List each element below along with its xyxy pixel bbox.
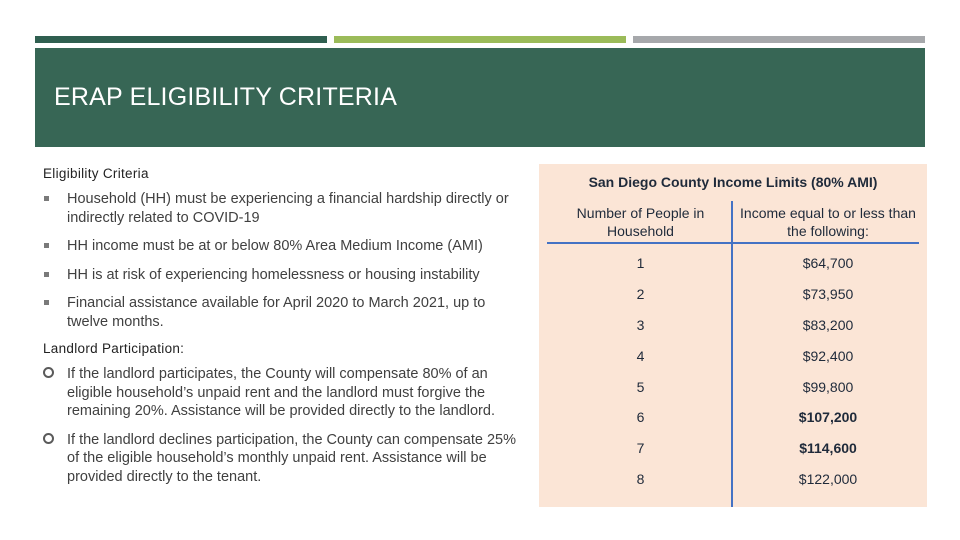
table-cell-income: $107,200 — [798, 409, 858, 425]
accent-bar-light-green — [334, 36, 626, 43]
list-item: HH is at risk of experiencing homelessness or housing instability — [43, 266, 525, 285]
list-item: If the landlord declines participation, the County can compensate 25% of the eligible household’s monthly unpaid rent. Assistance will be provided directly to the tenant. — [43, 431, 525, 487]
column-header-people: Number of People in Household — [576, 205, 705, 239]
square-bullet-icon — [44, 243, 49, 248]
table-cell-people: 2 — [636, 286, 645, 302]
column-header-income: Income equal to or less than the following: — [740, 205, 916, 239]
eligibility-list — [43, 190, 525, 331]
page-title: ERAP ELIGIBILITY CRITERIA — [54, 83, 398, 111]
table-cell-people: 5 — [636, 379, 645, 395]
table-cell-people: 1 — [636, 255, 645, 271]
table-title: San Diego County Income Limits (80% AMI) — [588, 174, 878, 190]
table-cell-income: $73,950 — [802, 286, 854, 302]
table-cell-income: $99,800 — [802, 379, 854, 395]
eligibility-heading: Eligibility Criteria — [43, 166, 149, 181]
square-bullet-icon — [44, 272, 49, 277]
table-cell-people: 7 — [636, 440, 645, 456]
table-cell-income: $64,700 — [802, 255, 854, 271]
table-cell-income: $122,000 — [798, 471, 858, 487]
income-limits-table — [539, 164, 927, 507]
list-item: Financial assistance available for April 2020 to March 2021, up to twelve months. — [43, 294, 525, 331]
landlord-list — [43, 365, 525, 486]
list-item: HH income must be at or below 80% Area Medium Income (AMI) — [43, 237, 525, 256]
table-header-divider — [547, 242, 919, 244]
table-cell-people: 3 — [636, 317, 645, 333]
accent-bar-gray — [633, 36, 925, 43]
table-cell-people: 4 — [636, 348, 645, 364]
list-item: If the landlord participates, the County will compensate 80% of an eligible household’s unpaid rent and the landlord must forgive the remaining 20%. Assistance will be provided directly to the landlord. — [43, 365, 525, 421]
circle-bullet-icon — [43, 367, 54, 378]
table-cell-income: $92,400 — [802, 348, 854, 364]
table-cell-people: 6 — [636, 409, 645, 425]
table-cell-income: $114,600 — [799, 440, 857, 456]
table-cell-income: $83,200 — [802, 317, 854, 333]
accent-bar-dark-green — [35, 36, 327, 43]
list-item: Household (HH) must be experiencing a financial hardship directly or indirectly related to COVID-19 — [43, 190, 525, 227]
table-cell-people: 8 — [636, 471, 645, 487]
criteria-content — [43, 166, 525, 496]
title-banner — [35, 48, 925, 147]
square-bullet-icon — [44, 300, 49, 305]
circle-bullet-icon — [43, 433, 54, 444]
square-bullet-icon — [44, 196, 49, 201]
landlord-heading: Landlord Participation: — [43, 341, 185, 356]
